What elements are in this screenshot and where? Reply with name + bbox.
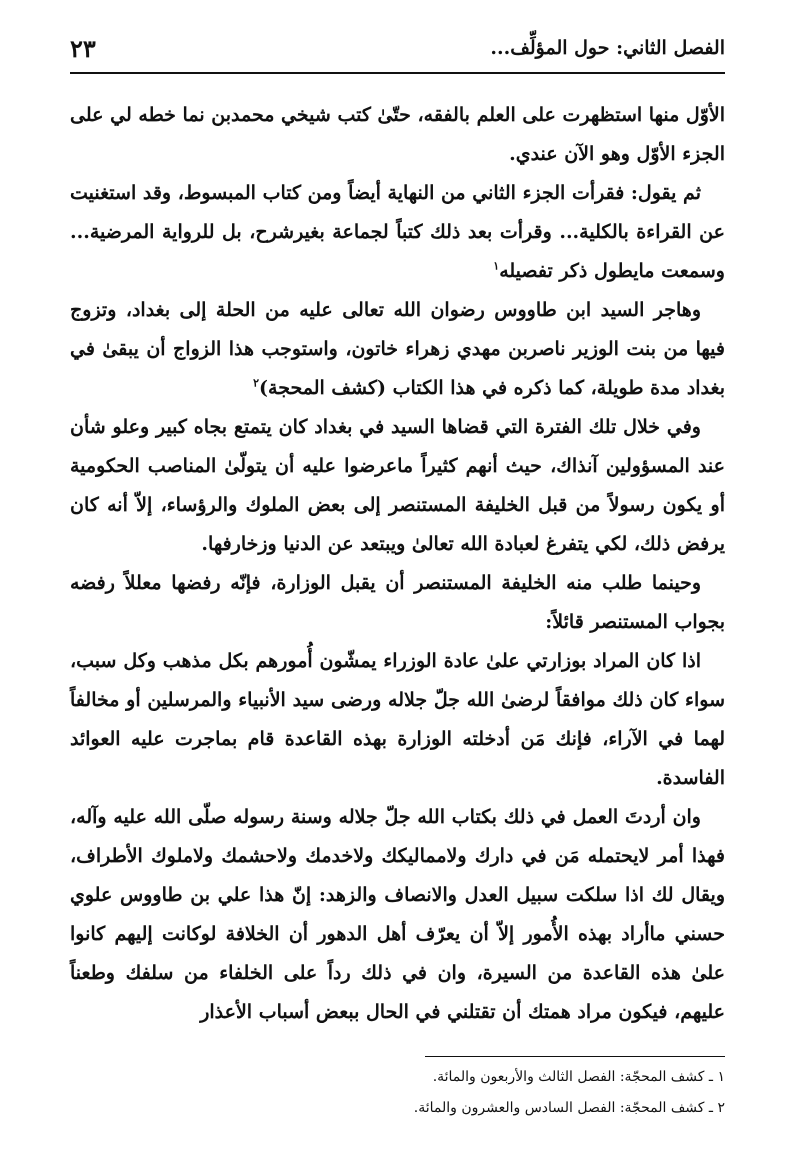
running-title: الفصل الثاني: حول المؤلِّف... [490, 37, 725, 59]
footnote-mark: ٢ [253, 376, 260, 390]
footnote-separator [425, 1056, 725, 1057]
paragraph: ثم يقول: فقرأت الجزء الثاني من النهاية أيضاً ومن كتاب المبسوط، وقد استغنيت عن القراءة بالكلية... وقرأت بعد ذلك كتباً لجماعة بغيرشرح، بل للرواية المرضية... وسمعت مايطول ذكر تفصيله$^١$ [70, 182, 725, 282]
paragraph: وفي خلال تلك الفترة التي قضاها السيد في بغداد كان يتمتع بجاه كبير وعلو شأن عند المسؤولين آنذاك، حيث أنهم كثيراً ماعرضوا عليه أن يتولّىٰ المناصب الحكومية أو يكون رسولاً من قبل الخليفة المستنصر إلى بعض الملوك والرؤساء، إلاّ أنه كان يرفض ذلك، لكي يتفرغ لعبادة الله تعالىٰ ويبتعد عن الدنيا وزخارفها. [70, 416, 725, 555]
paragraph: وحينما طلب منه الخليفة المستنصر أن يقبل الوزارة، فإنّه رفضها معللاً رفضه بجواب المستنصر قائلاً: [70, 572, 725, 633]
paragraph: وان أردتَ العمل في ذلك بكتاب الله جلّ جلاله وسنة رسوله صلّى الله عليه وآله، فهذا أمر لايحتمله مَن في دارك ولامماليكك ولاخدمك ولاحشمك ولاملوك الأطراف، ويقال لك اذا سلكت سبيل العدل والانصاف والزهد: إنّ هذا علي بن طاووس علوي حسني ماأراد بهذه الأُمور إلاّ أن يعرّف أهل الدهور أن الخلافة لوكانت إليهم كانوا علىٰ هذه القاعدة من السيرة، وان في ذلك رداً على الخلفاء من سلفك وطعناً عليهم، فيكون مراد همتك أن تقتلني في الحال ببعض أسباب الأعذار [70, 806, 725, 1023]
footnote: ١ ـ كشف المحجّة: الفصل الثالث والأربعون والمائة. [432, 1069, 725, 1085]
page-header [70, 30, 725, 74]
paragraph: وهاجر السيد ابن طاووس رضوان الله تعالى عليه من الحلة إلى بغداد، وتزوج فيها من بنت الوزير ناصربن مهدي زهراء خاتون، واستوجب هذا الزواج أن يبقىٰ في بغداد مدة طويلة، كما ذكره في هذا الكتاب (كشف المحجة)$^٢$ [70, 299, 725, 399]
paragraph: اذا كان المراد بوزارتي علىٰ عادة الوزراء يمشّون أُمورهم بكل مذهب وكل سبب، سواء كان ذلك موافقاً لرضىٰ الله جلّ جلاله ورضى سيد الأنبياء والمرسلين أو مخالفاً لهما في الآراء، فإنك مَن أدخلته الوزارة بهذه القاعدة قام بماجرت عليه العوائد الفاسدة. [70, 650, 725, 789]
page-number: ٢٣ [70, 33, 96, 63]
paragraph: الأوّل منها استظهرت على العلم بالفقه، حتّىٰ كتب شيخي محمدبن نما خطه لي على الجزء الأوّل وهو الآن عندي. [70, 104, 725, 165]
body-text [70, 96, 725, 1032]
footnote: ٢ ـ كشف المحجّة: الفصل السادس والعشرون والمائة. [413, 1100, 725, 1116]
footnotes [70, 1062, 725, 1124]
footnote-mark: ١ [493, 259, 500, 273]
